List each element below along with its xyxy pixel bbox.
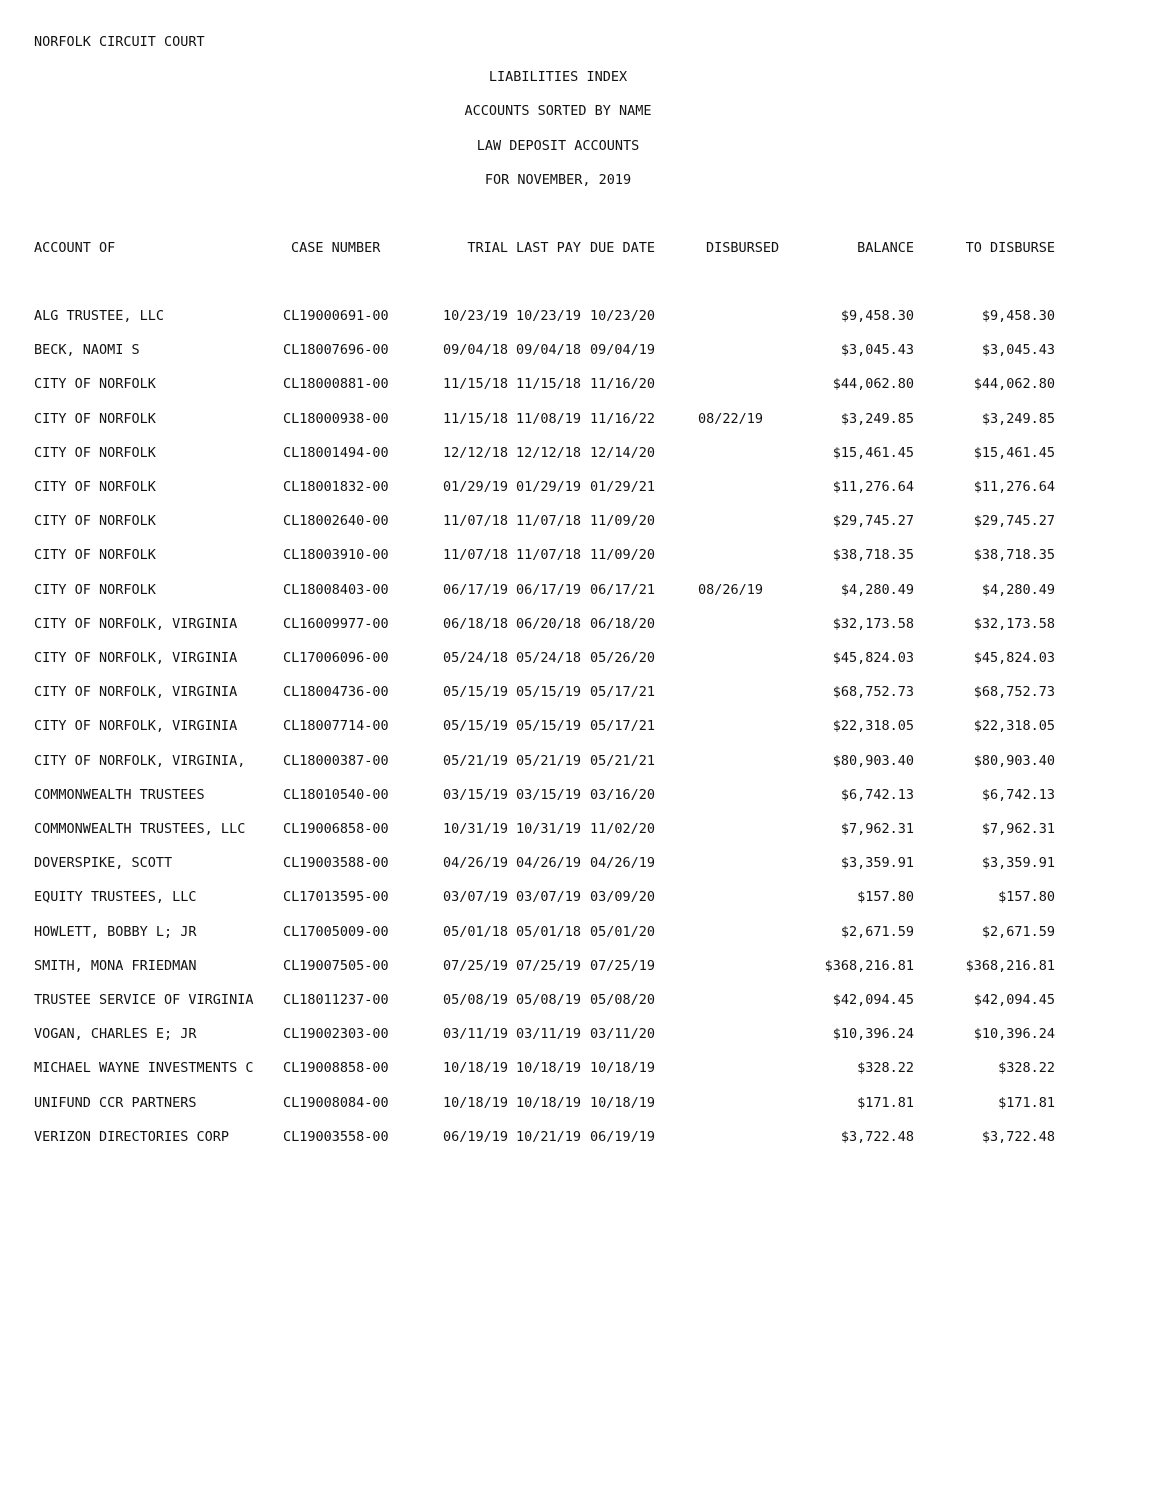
table-row: [0, 649, 1156, 667]
cell-last-pay: 09/04/18: [516, 342, 582, 359]
cell-last-pay: 10/23/19: [516, 308, 582, 324]
cell-last-pay: 04/26/19: [516, 855, 582, 872]
cell-last-pay: 05/24/18: [516, 650, 582, 666]
table-row: [0, 1094, 1156, 1112]
cell-case-number: CL16009977-00: [283, 615, 389, 632]
header-trial: TRIAL: [467, 240, 508, 256]
cell-account-of: SMITH, MONA FRIEDMAN: [34, 957, 197, 974]
table-row: [0, 854, 1156, 872]
cell-balance: $7,962.31: [840, 821, 914, 837]
cell-balance: $157.80: [857, 889, 914, 906]
table-row: [0, 546, 1156, 564]
cell-to-disburse: $42,094.45: [973, 992, 1055, 1008]
cell-trial: 05/08/19: [442, 992, 508, 1008]
cell-case-number: CL18004736-00: [283, 684, 389, 701]
cell-account-of: DOVERSPIKE, SCOTT: [34, 855, 173, 872]
cell-trial: 03/11/19: [442, 1026, 508, 1043]
cell-balance: $29,745.27: [832, 513, 914, 530]
cell-case-number: CL18000387-00: [283, 752, 389, 769]
cell-last-pay: 10/31/19: [516, 821, 582, 837]
cell-due-date: 11/09/20: [590, 513, 656, 530]
cell-balance: $3,722.48: [840, 1128, 914, 1145]
cell-case-number: CL18002640-00: [283, 513, 389, 530]
cell-disbursed: 08/22/19: [698, 410, 764, 427]
cell-trial: 03/15/19: [442, 786, 508, 803]
cell-trial: 05/01/18: [442, 923, 508, 940]
cell-trial: 11/15/18: [442, 376, 508, 393]
cell-trial: 05/15/19: [442, 718, 508, 735]
cell-trial: 04/26/19: [442, 855, 508, 872]
cell-case-number: CL19007505-00: [283, 957, 389, 974]
cell-case-number: CL18007714-00: [283, 718, 389, 735]
cell-trial: 05/21/19: [442, 752, 508, 769]
cell-account-of: CITY OF NORFOLK: [34, 547, 156, 564]
cell-last-pay: 12/12/18: [516, 444, 582, 461]
table-row: [0, 717, 1156, 735]
cell-last-pay: 01/29/19: [516, 479, 582, 495]
cell-due-date: 10/18/19: [590, 1094, 656, 1111]
cell-to-disburse: $29,745.27: [973, 513, 1055, 530]
table-row: [0, 341, 1156, 359]
cell-case-number: CL17013595-00: [283, 889, 389, 906]
cell-balance: $6,742.13: [840, 786, 914, 803]
cell-balance: $9,458.30: [840, 308, 914, 324]
cell-last-pay: 05/08/19: [516, 992, 582, 1008]
cell-balance: $22,318.05: [832, 718, 914, 735]
cell-last-pay: 11/07/18: [516, 547, 582, 564]
cell-last-pay: 05/15/19: [516, 718, 582, 735]
cell-balance: $45,824.03: [832, 650, 914, 666]
cell-trial: 10/18/19: [442, 1060, 508, 1077]
cell-account-of: CITY OF NORFOLK: [34, 444, 156, 461]
cell-trial: 11/07/18: [442, 513, 508, 530]
cell-trial: 06/18/18: [442, 615, 508, 632]
cell-case-number: CL18000938-00: [283, 410, 389, 427]
cell-to-disburse: $80,903.40: [973, 752, 1055, 769]
cell-due-date: 06/17/21: [590, 581, 656, 598]
cell-balance: $328.22: [857, 1060, 914, 1077]
table-row: [0, 375, 1156, 393]
cell-case-number: CL19002303-00: [283, 1026, 389, 1043]
cell-due-date: 05/21/21: [590, 752, 656, 769]
cell-due-date: 03/16/20: [590, 786, 656, 803]
cell-trial: 01/29/19: [442, 479, 508, 495]
cell-balance: $2,671.59: [840, 923, 914, 940]
cell-account-of: MICHAEL WAYNE INVESTMENTS C: [34, 1060, 254, 1077]
table-row: [0, 888, 1156, 906]
column-header-row: [0, 239, 1156, 257]
cell-due-date: 11/02/20: [590, 821, 656, 837]
cell-case-number: CL17005009-00: [283, 923, 389, 940]
table-row: [0, 752, 1156, 770]
report-titles: [458, 68, 658, 205]
cell-trial: 09/04/18: [442, 342, 508, 359]
cell-last-pay: 05/21/19: [516, 752, 582, 769]
table-row: [0, 581, 1156, 599]
cell-account-of: CITY OF NORFOLK: [34, 410, 156, 427]
cell-due-date: 04/26/19: [590, 855, 656, 872]
cell-due-date: 07/25/19: [590, 957, 656, 974]
cell-balance: $80,903.40: [832, 752, 914, 769]
cell-to-disburse: $45,824.03: [973, 650, 1055, 666]
cell-due-date: 09/04/19: [590, 342, 656, 359]
table-row: [0, 410, 1156, 428]
table-row: [0, 1128, 1156, 1146]
cell-balance: $10,396.24: [832, 1026, 914, 1043]
cell-last-pay: 11/15/18: [516, 376, 582, 393]
cell-trial: 10/18/19: [442, 1094, 508, 1111]
cell-account-of: HOWLETT, BOBBY L; JR: [34, 923, 197, 940]
cell-account-of: CITY OF NORFOLK, VIRGINIA,: [34, 752, 246, 769]
cell-last-pay: 10/18/19: [516, 1094, 582, 1111]
cell-to-disburse: $32,173.58: [973, 615, 1055, 632]
cell-to-disburse: $9,458.30: [981, 308, 1055, 324]
cell-last-pay: 03/11/19: [516, 1026, 582, 1043]
cell-due-date: 11/16/20: [590, 376, 656, 393]
cell-trial: 12/12/18: [442, 444, 508, 461]
table-row: [0, 444, 1156, 462]
header-case-number: CASE NUMBER: [291, 240, 381, 256]
cell-case-number: CL17006096-00: [283, 650, 389, 666]
cell-account-of: VERIZON DIRECTORIES CORP: [34, 1128, 230, 1145]
report-period: FOR NOVEMBER, 2019: [484, 171, 632, 188]
cell-account-of: COMMONWEALTH TRUSTEES: [34, 786, 205, 803]
cell-due-date: 01/29/21: [590, 479, 656, 495]
cell-due-date: 06/19/19: [590, 1128, 656, 1145]
cell-due-date: 03/09/20: [590, 889, 656, 906]
table-row: [0, 923, 1156, 941]
cell-due-date: 10/18/19: [590, 1060, 656, 1077]
cell-account-of: CITY OF NORFOLK: [34, 376, 156, 393]
cell-balance: $3,249.85: [840, 410, 914, 427]
cell-to-disburse: $2,671.59: [981, 923, 1055, 940]
cell-to-disburse: $3,722.48: [981, 1128, 1055, 1145]
cell-to-disburse: $3,045.43: [981, 342, 1055, 359]
cell-trial: 07/25/19: [442, 957, 508, 974]
cell-last-pay: 11/08/19: [516, 410, 582, 427]
cell-due-date: 11/09/20: [590, 547, 656, 564]
cell-account-of: CITY OF NORFOLK: [34, 581, 156, 598]
cell-trial: 06/17/19: [442, 581, 508, 598]
cell-last-pay: 03/07/19: [516, 889, 582, 906]
header-account-of: ACCOUNT OF: [34, 240, 116, 256]
cell-last-pay: 03/15/19: [516, 786, 582, 803]
table-row: [0, 512, 1156, 530]
cell-account-of: CITY OF NORFOLK, VIRGINIA: [34, 718, 238, 735]
cell-to-disburse: $368,216.81: [965, 957, 1055, 974]
cell-due-date: 05/26/20: [590, 650, 656, 666]
cell-account-of: CITY OF NORFOLK, VIRGINIA: [34, 615, 238, 632]
cell-to-disburse: $68,752.73: [973, 684, 1055, 701]
cell-account-of: BECK, NAOMI S: [34, 342, 140, 359]
cell-case-number: CL18003910-00: [283, 547, 389, 564]
cell-balance: $4,280.49: [840, 581, 914, 598]
cell-last-pay: 06/20/18: [516, 615, 582, 632]
cell-account-of: CITY OF NORFOLK, VIRGINIA: [34, 650, 238, 666]
table-row: [0, 478, 1156, 496]
cell-balance: $32,173.58: [832, 615, 914, 632]
cell-account-of: CITY OF NORFOLK, VIRGINIA: [34, 684, 238, 701]
cell-account-of: COMMONWEALTH TRUSTEES, LLC: [34, 821, 246, 837]
cell-to-disburse: $7,962.31: [981, 821, 1055, 837]
cell-case-number: CL18001494-00: [283, 444, 389, 461]
cell-to-disburse: $10,396.24: [973, 1026, 1055, 1043]
cell-trial: 05/15/19: [442, 684, 508, 701]
cell-last-pay: 07/25/19: [516, 957, 582, 974]
cell-due-date: 05/17/21: [590, 684, 656, 701]
cell-case-number: CL18007696-00: [283, 342, 389, 359]
cell-to-disburse: $11,276.64: [973, 479, 1055, 495]
cell-due-date: 05/08/20: [590, 992, 656, 1008]
cell-trial: 05/24/18: [442, 650, 508, 666]
cell-to-disburse: $38,718.35: [973, 547, 1055, 564]
cell-account-of: VOGAN, CHARLES E; JR: [34, 1026, 197, 1043]
cell-account-of: UNIFUND CCR PARTNERS: [34, 1094, 197, 1111]
cell-balance: $38,718.35: [832, 547, 914, 564]
cell-trial: 10/23/19: [442, 308, 508, 324]
cell-last-pay: 05/15/19: [516, 684, 582, 701]
header-last-pay: LAST PAY: [516, 240, 582, 256]
cell-balance: $44,062.80: [832, 376, 914, 393]
cell-account-of: EQUITY TRUSTEES, LLC: [34, 889, 197, 906]
cell-to-disburse: $3,359.91: [981, 855, 1055, 872]
cell-case-number: CL19003558-00: [283, 1128, 389, 1145]
cell-disbursed: 08/26/19: [698, 581, 764, 598]
cell-case-number: CL18010540-00: [283, 786, 389, 803]
cell-to-disburse: $171.81: [998, 1094, 1055, 1111]
cell-trial: 10/31/19: [442, 821, 508, 837]
cell-to-disburse: $3,249.85: [981, 410, 1055, 427]
cell-case-number: CL19006858-00: [283, 821, 389, 837]
cell-case-number: CL18008403-00: [283, 581, 389, 598]
cell-due-date: 06/18/20: [590, 615, 656, 632]
cell-case-number: CL18011237-00: [283, 992, 389, 1008]
cell-case-number: CL19000691-00: [283, 308, 389, 324]
cell-balance: $368,216.81: [824, 957, 914, 974]
cell-balance: $171.81: [857, 1094, 914, 1111]
report-sort-order: ACCOUNTS SORTED BY NAME: [464, 103, 652, 120]
cell-trial: 06/19/19: [442, 1128, 508, 1145]
cell-to-disburse: $157.80: [998, 889, 1055, 906]
cell-due-date: 03/11/20: [590, 1026, 656, 1043]
cell-case-number: CL19008858-00: [283, 1060, 389, 1077]
table-row: [0, 820, 1156, 838]
cell-balance: $68,752.73: [832, 684, 914, 701]
header-disbursed: DISBURSED: [706, 240, 780, 256]
cell-case-number: CL19003588-00: [283, 855, 389, 872]
table-row: [0, 1059, 1156, 1077]
header-balance: BALANCE: [857, 240, 914, 256]
cell-last-pay: 06/17/19: [516, 581, 582, 598]
cell-case-number: CL18000881-00: [283, 376, 389, 393]
cell-balance: $42,094.45: [832, 992, 914, 1008]
cell-last-pay: 10/18/19: [516, 1060, 582, 1077]
cell-due-date: 11/16/22: [590, 410, 656, 427]
cell-last-pay: 10/21/19: [516, 1128, 582, 1145]
court-name: NORFOLK CIRCUIT COURT: [34, 34, 205, 50]
header-due-date: DUE DATE: [590, 240, 656, 256]
cell-trial: 11/07/18: [442, 547, 508, 564]
cell-trial: 11/15/18: [442, 410, 508, 427]
cell-account-of: CITY OF NORFOLK: [34, 479, 156, 495]
cell-last-pay: 05/01/18: [516, 923, 582, 940]
cell-due-date: 05/17/21: [590, 718, 656, 735]
cell-last-pay: 11/07/18: [516, 513, 582, 530]
cell-to-disburse: $15,461.45: [973, 444, 1055, 461]
cell-due-date: 10/23/20: [590, 308, 656, 324]
cell-due-date: 05/01/20: [590, 923, 656, 940]
cell-account-of: ALG TRUSTEE, LLC: [34, 308, 165, 324]
report-title: LIABILITIES INDEX: [488, 69, 628, 85]
table-row: [0, 957, 1156, 975]
cell-account-of: TRUSTEE SERVICE OF VIRGINIA: [34, 992, 254, 1008]
table-row: [0, 615, 1156, 633]
table-row: [0, 683, 1156, 701]
table-row: [0, 307, 1156, 325]
cell-case-number: CL18001832-00: [283, 479, 389, 495]
cell-account-of: CITY OF NORFOLK: [34, 513, 156, 530]
cell-to-disburse: $6,742.13: [981, 786, 1055, 803]
header-to-disburse: TO DISBURSE: [965, 240, 1055, 256]
cell-balance: $11,276.64: [832, 479, 914, 495]
cell-to-disburse: $22,318.05: [973, 718, 1055, 735]
cell-balance: $3,045.43: [840, 342, 914, 359]
report-account-type: LAW DEPOSIT ACCOUNTS: [476, 137, 640, 154]
cell-to-disburse: $44,062.80: [973, 376, 1055, 393]
cell-to-disburse: $328.22: [998, 1060, 1055, 1077]
cell-trial: 03/07/19: [442, 889, 508, 906]
cell-balance: $3,359.91: [840, 855, 914, 872]
table-row: [0, 786, 1156, 804]
table-row: [0, 1025, 1156, 1043]
cell-to-disburse: $4,280.49: [981, 581, 1055, 598]
cell-due-date: 12/14/20: [590, 444, 656, 461]
table-row: [0, 991, 1156, 1009]
cell-case-number: CL19008084-00: [283, 1094, 389, 1111]
cell-balance: $15,461.45: [832, 444, 914, 461]
